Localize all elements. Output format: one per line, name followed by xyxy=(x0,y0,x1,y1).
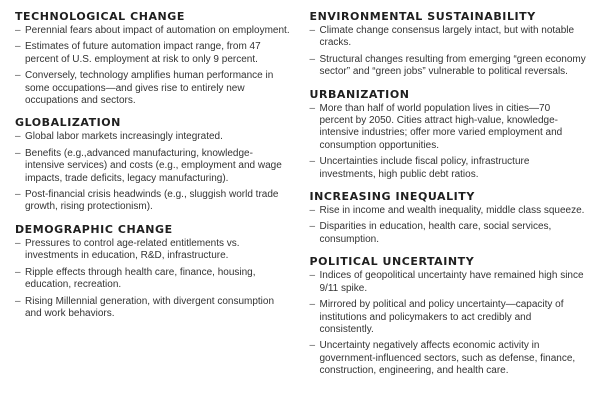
section-heading: INCREASING INEQUALITY xyxy=(309,190,475,204)
bullet-item xyxy=(310,270,587,295)
dash-bullet-icon: – xyxy=(309,340,316,352)
bullet-text: More than half of world population lives in cities—70 percent by 2050. Cities attract high-value, knowledge-intensive industries; offer more varied employment and consumption opportunities. xyxy=(319,102,563,151)
bullet-text: Indices of geopolitical uncertainty have remained high since 9/11 spike. xyxy=(319,270,584,294)
bullet-item xyxy=(310,221,587,246)
dash-bullet-icon: – xyxy=(15,147,21,159)
bullet-list xyxy=(15,25,292,107)
bullet-item xyxy=(15,296,292,321)
bullet-item xyxy=(15,189,292,214)
section-increasing-inequality xyxy=(310,190,587,246)
bullet-item xyxy=(15,70,292,107)
bullet-item xyxy=(15,131,292,143)
bullet-list xyxy=(15,238,292,320)
right-column xyxy=(310,10,587,418)
section-political-uncertainty xyxy=(310,255,587,377)
bullet-text: Rising Millennial generation, with divergent consumption and work behaviors. xyxy=(25,295,275,319)
bullet-text: Post-financial crisis headwinds (e.g., sluggish world trade growth, rising protectionism). xyxy=(25,189,279,213)
section-technological-change xyxy=(15,10,292,107)
bullet-item xyxy=(310,340,587,377)
bullet-item xyxy=(15,267,292,292)
bullet-text: Uncertainties include fiscal policy, infrastructure investments, high public debt ratios. xyxy=(319,156,530,180)
dash-bullet-icon: – xyxy=(15,131,21,143)
section-urbanization xyxy=(310,88,587,181)
bullet-list xyxy=(310,270,587,377)
dash-bullet-icon: – xyxy=(309,25,316,36)
bullet-text: Global labor markets increasingly integrated. xyxy=(25,131,223,143)
dash-bullet-icon: – xyxy=(15,237,21,249)
dash-bullet-icon: – xyxy=(15,266,21,278)
bullet-text: Climate change consensus largely intact, but with notable cracks. xyxy=(319,25,575,49)
section-heading: TECHNOLOGICAL CHANGE xyxy=(15,10,185,23)
section-heading: POLITICAL UNCERTAINTY xyxy=(309,255,475,269)
dash-bullet-icon: – xyxy=(309,270,316,282)
bullet-item xyxy=(310,103,587,153)
bullet-item xyxy=(310,156,587,181)
section-globalization xyxy=(15,116,292,213)
bullet-list xyxy=(310,103,587,181)
dash-bullet-icon: – xyxy=(309,299,316,311)
section-heading: GLOBALIZATION xyxy=(15,116,121,130)
dash-bullet-icon: – xyxy=(15,70,21,82)
bullet-item xyxy=(310,54,587,79)
bullet-item xyxy=(15,41,292,66)
section-demographic-change xyxy=(15,223,292,320)
bullet-list xyxy=(310,205,587,246)
bullet-item xyxy=(310,25,587,50)
dash-bullet-icon: – xyxy=(309,205,316,217)
bullet-list xyxy=(310,25,587,79)
bullet-text: Ripple effects through health care, finance, housing, education, recreation. xyxy=(25,266,256,291)
section-heading: DEMOGRAPHIC CHANGE xyxy=(15,222,173,236)
bullet-item xyxy=(310,205,587,217)
bullet-text: Benefits (e.g.,advanced manufacturing, knowledge-intensive services) and costs (e.g., employment and wage impacts, trade deficits, legacy manufacturing). xyxy=(25,147,282,184)
bullet-text: Disparities in education, health care, social services, consumption. xyxy=(319,221,552,245)
bullet-text: Estimates of future automation impact range, from 47 percent of U.S. employment at risk to only 9 percent. xyxy=(25,41,261,65)
bullet-item xyxy=(15,25,292,37)
bullet-list xyxy=(15,131,292,213)
dash-bullet-icon: – xyxy=(15,41,21,53)
bullet-item xyxy=(15,148,292,185)
bullet-text: Conversely, technology amplifies human performance in some occupations—and gives rise to entirely new occupations and sectors. xyxy=(25,70,274,107)
bullet-text: Mirrored by political and policy uncertainty—capacity of institutions and policymakers to act credibly and consistently. xyxy=(319,299,564,335)
dash-bullet-icon: – xyxy=(15,25,21,36)
dash-bullet-icon: – xyxy=(309,156,316,168)
section-heading: ENVIRONMENTAL SUSTAINABILITY xyxy=(309,10,536,23)
bullet-text: Pressures to control age-related entitlements vs. investments in education, R&D, infrastructure. xyxy=(25,237,240,262)
bullet-item xyxy=(310,299,587,336)
dash-bullet-icon: – xyxy=(309,53,316,65)
section-environmental-sustainability xyxy=(310,10,587,79)
bullet-text: Rise in income and wealth inequality, middle class squeeze. xyxy=(319,205,585,217)
dash-bullet-icon: – xyxy=(309,221,316,233)
dash-bullet-icon: – xyxy=(309,102,316,114)
dash-bullet-icon: – xyxy=(15,189,21,201)
bullet-text: Perennial fears about impact of automation on employment. xyxy=(25,25,290,36)
bullet-text: Uncertainty negatively affects economic activity in government-influenced sectors, such as defense, finance, construction, engineering, and health care. xyxy=(319,340,576,377)
left-column xyxy=(15,10,292,418)
bullet-text: Structural changes resulting from emerging “green economy sector” and “green jobs” vulnerable to political reversals. xyxy=(319,53,586,78)
dash-bullet-icon: – xyxy=(15,295,21,307)
bullet-item xyxy=(15,238,292,263)
section-heading: URBANIZATION xyxy=(309,87,410,101)
